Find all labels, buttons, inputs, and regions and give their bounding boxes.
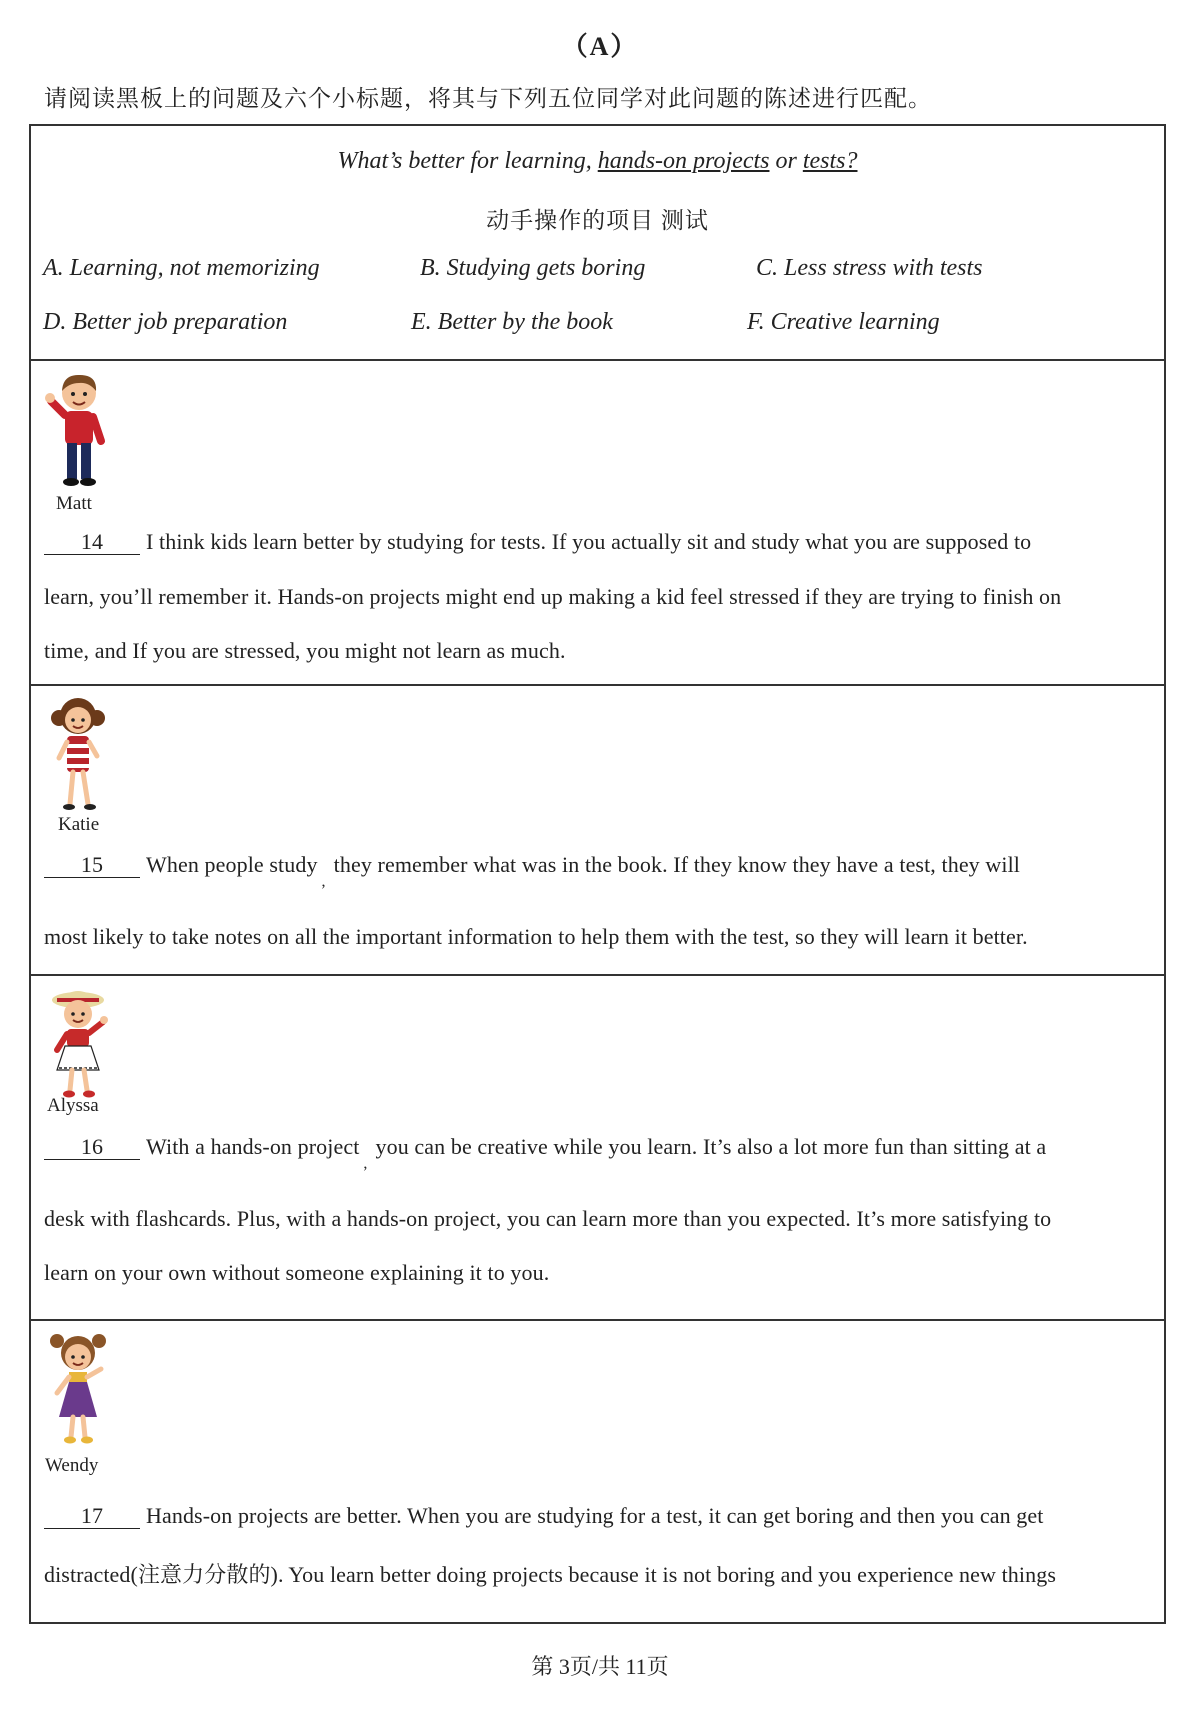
wendy-illustration	[43, 1331, 113, 1451]
wendy-line-2: distracted(注意力分散的). You learn better doing projects because it is not boring and you experience new things	[44, 1562, 1056, 1587]
question-middle: or	[769, 148, 803, 174]
option-d: D. Better job preparation	[43, 309, 288, 335]
katie-text-1b: they remember what was in the book. If they know they have a test, they will	[333, 852, 1021, 877]
question-term-tests: tests?	[802, 148, 858, 174]
answer-blank-15: 15	[44, 854, 140, 878]
wendy-text-1: Hands-on projects are better. When you are studying for a test, it can get boring and then you can get	[146, 1503, 1044, 1528]
question-frame	[29, 124, 1166, 1624]
answer-blank-16: 16	[44, 1136, 140, 1160]
student-block-matt	[31, 361, 1164, 686]
matt-line-2: learn, you’ll remember it. Hands-on projects might end up making a kid feel stressed if they are trying to finish on	[44, 584, 1062, 609]
page-footer: 第 3页/共 11页	[531, 1654, 669, 1679]
katie-line-2: most likely to take notes on all the important information to help them with the test, so they will learn it better.	[44, 924, 1028, 949]
alyssa-line-3: learn on your own without someone explaining it to you.	[44, 1260, 550, 1285]
alyssa-text-1b: you can be creative while you learn. It’s also a lot more fun than sitting at a	[375, 1134, 1047, 1159]
alyssa-line-2: desk with flashcards. Plus, with a hands-on project, you can learn more than you expected. It’s more satisfying to	[44, 1206, 1052, 1231]
option-a: A. Learning, not memorizing	[43, 255, 320, 281]
section-label: （A）	[561, 32, 639, 61]
matt-line-3: time, and If you are stressed, you might not learn as much.	[44, 638, 566, 663]
question-gloss: 动手操作的项目 测试	[486, 208, 709, 233]
katie-illustration	[43, 696, 113, 816]
student-block-katie	[31, 686, 1164, 976]
question-term-hands-on: hands-on projects	[597, 148, 770, 174]
student-block-wendy	[31, 1321, 1164, 1622]
alyssa-comma: ,	[363, 1155, 368, 1172]
question-title	[31, 148, 1164, 175]
student-name-matt: Matt	[56, 493, 92, 514]
alyssa-line-1	[44, 1134, 1047, 1172]
question-header	[31, 126, 1164, 361]
question-prefix: What’s better for learning,	[337, 148, 598, 174]
alyssa-illustration	[43, 986, 113, 1106]
matt-text-1: I think kids learn better by studying for tests. If you actually sit and study what you are supposed to	[146, 529, 1032, 554]
matt-line-1	[44, 529, 1031, 555]
answer-blank-17: 17	[44, 1505, 140, 1529]
student-name-alyssa: Alyssa	[47, 1095, 99, 1116]
student-block-alyssa	[31, 976, 1164, 1321]
katie-line-1	[44, 852, 1021, 890]
option-f: F. Creative learning	[747, 309, 940, 335]
student-name-katie: Katie	[58, 814, 100, 835]
option-c: C. Less stress with tests	[756, 255, 983, 281]
matt-illustration	[43, 371, 113, 491]
wendy-line-1	[44, 1503, 1043, 1529]
option-e: E. Better by the book	[411, 309, 613, 335]
katie-text-1a: When people study	[146, 852, 318, 877]
option-b: B. Studying gets boring	[420, 255, 646, 281]
katie-comma: ,	[321, 873, 326, 890]
alyssa-text-1a: With a hands-on project	[146, 1134, 360, 1159]
answer-blank-14: 14	[44, 531, 140, 555]
instruction-text: 请阅读黑板上的问题及六个小标题，将其与下列五位同学对此问题的陈述进行匹配。	[44, 86, 932, 111]
student-name-wendy: Wendy	[45, 1455, 99, 1476]
